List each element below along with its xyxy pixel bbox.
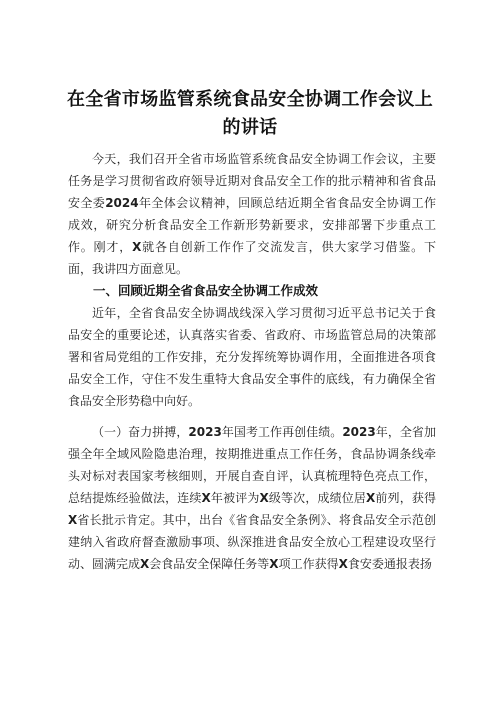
text-run: 年全体会议精神，回顾总结近期全省食品安全协调工作成效，研究分析食品安全工作新形势新要求，安排部署下步重点工作。刚才， — [68, 196, 436, 254]
document-title: 在全省市场监管系统食品安全协调工作会议上的讲话 — [67, 89, 433, 138]
placeholder-x: X — [132, 240, 142, 254]
text-run: 近年，全省食品安全协调战线深入学习贯彻习近平总书记关于食品安全的重要论述，认真落实省委、省政府、市场监管总局的决策部署和省局党组的工作安排，充分发挥统筹协调作用，全面推进各项食品安全工作，守住不发生重特大食品安全事件的底线，有力确保全省食品安全形势稳中向好。 — [68, 306, 436, 408]
year-text: 2023 — [188, 425, 222, 439]
text-run: 就各自创新工作作了交流发言，供大家学习借鉴。下面，我讲四方面意见。 — [68, 240, 436, 276]
text-run: 年，全省加强全年全域风险隐患治理，按期推进重点工作任务，食品协调条线牵头对标对表国家考核细则，开展自查自评，认真梳理特色亮点工作，总结提炼经验做法，连续 — [68, 425, 436, 505]
placeholder-x: X — [140, 557, 150, 571]
placeholder-x: X — [68, 513, 78, 527]
text-run: 会食品安全保障任务等 — [149, 557, 270, 571]
text-run: 级等次，成绩位居 — [268, 491, 367, 505]
intro-paragraph — [68, 148, 436, 280]
placeholder-x: X — [338, 557, 348, 571]
text-run: 食安委通报表扬 — [347, 557, 432, 571]
year-text: 2024 — [105, 196, 139, 210]
placeholder-x: X — [366, 491, 376, 505]
text-run: 省长批示肯定。其中，出台《省食品安全条例》、将食品安全示范创建纳入省政府督查激励事项、纵深推进食品安全放心工程建设攻坚行动、圆满完成 — [68, 513, 436, 571]
placeholder-x: X — [259, 491, 269, 505]
placeholder-x: X — [269, 557, 279, 571]
subsection-paragraph — [68, 421, 436, 575]
document-body — [68, 148, 436, 575]
section-heading: 一、回顾近期全省食品安全协调工作成效 — [93, 283, 319, 298]
text-run: 年被评为 — [210, 491, 260, 505]
year-text: 2023 — [342, 425, 376, 439]
text-run: 今天，我们召开全省市场监管系统食品安全协调工作会议，主要任务是学习贯彻省政府领导近期对食品安全工作的批示精神和省食品安全委 — [68, 152, 436, 210]
text-run: 项工作获得 — [278, 557, 339, 571]
text-run: 前列，获得 — [375, 491, 436, 505]
text-run: （一）奋力拼搏， — [92, 425, 189, 439]
placeholder-x: X — [201, 491, 211, 505]
section-paragraph — [68, 302, 436, 412]
text-run: 年国考工作再创佳绩。 — [221, 425, 343, 439]
